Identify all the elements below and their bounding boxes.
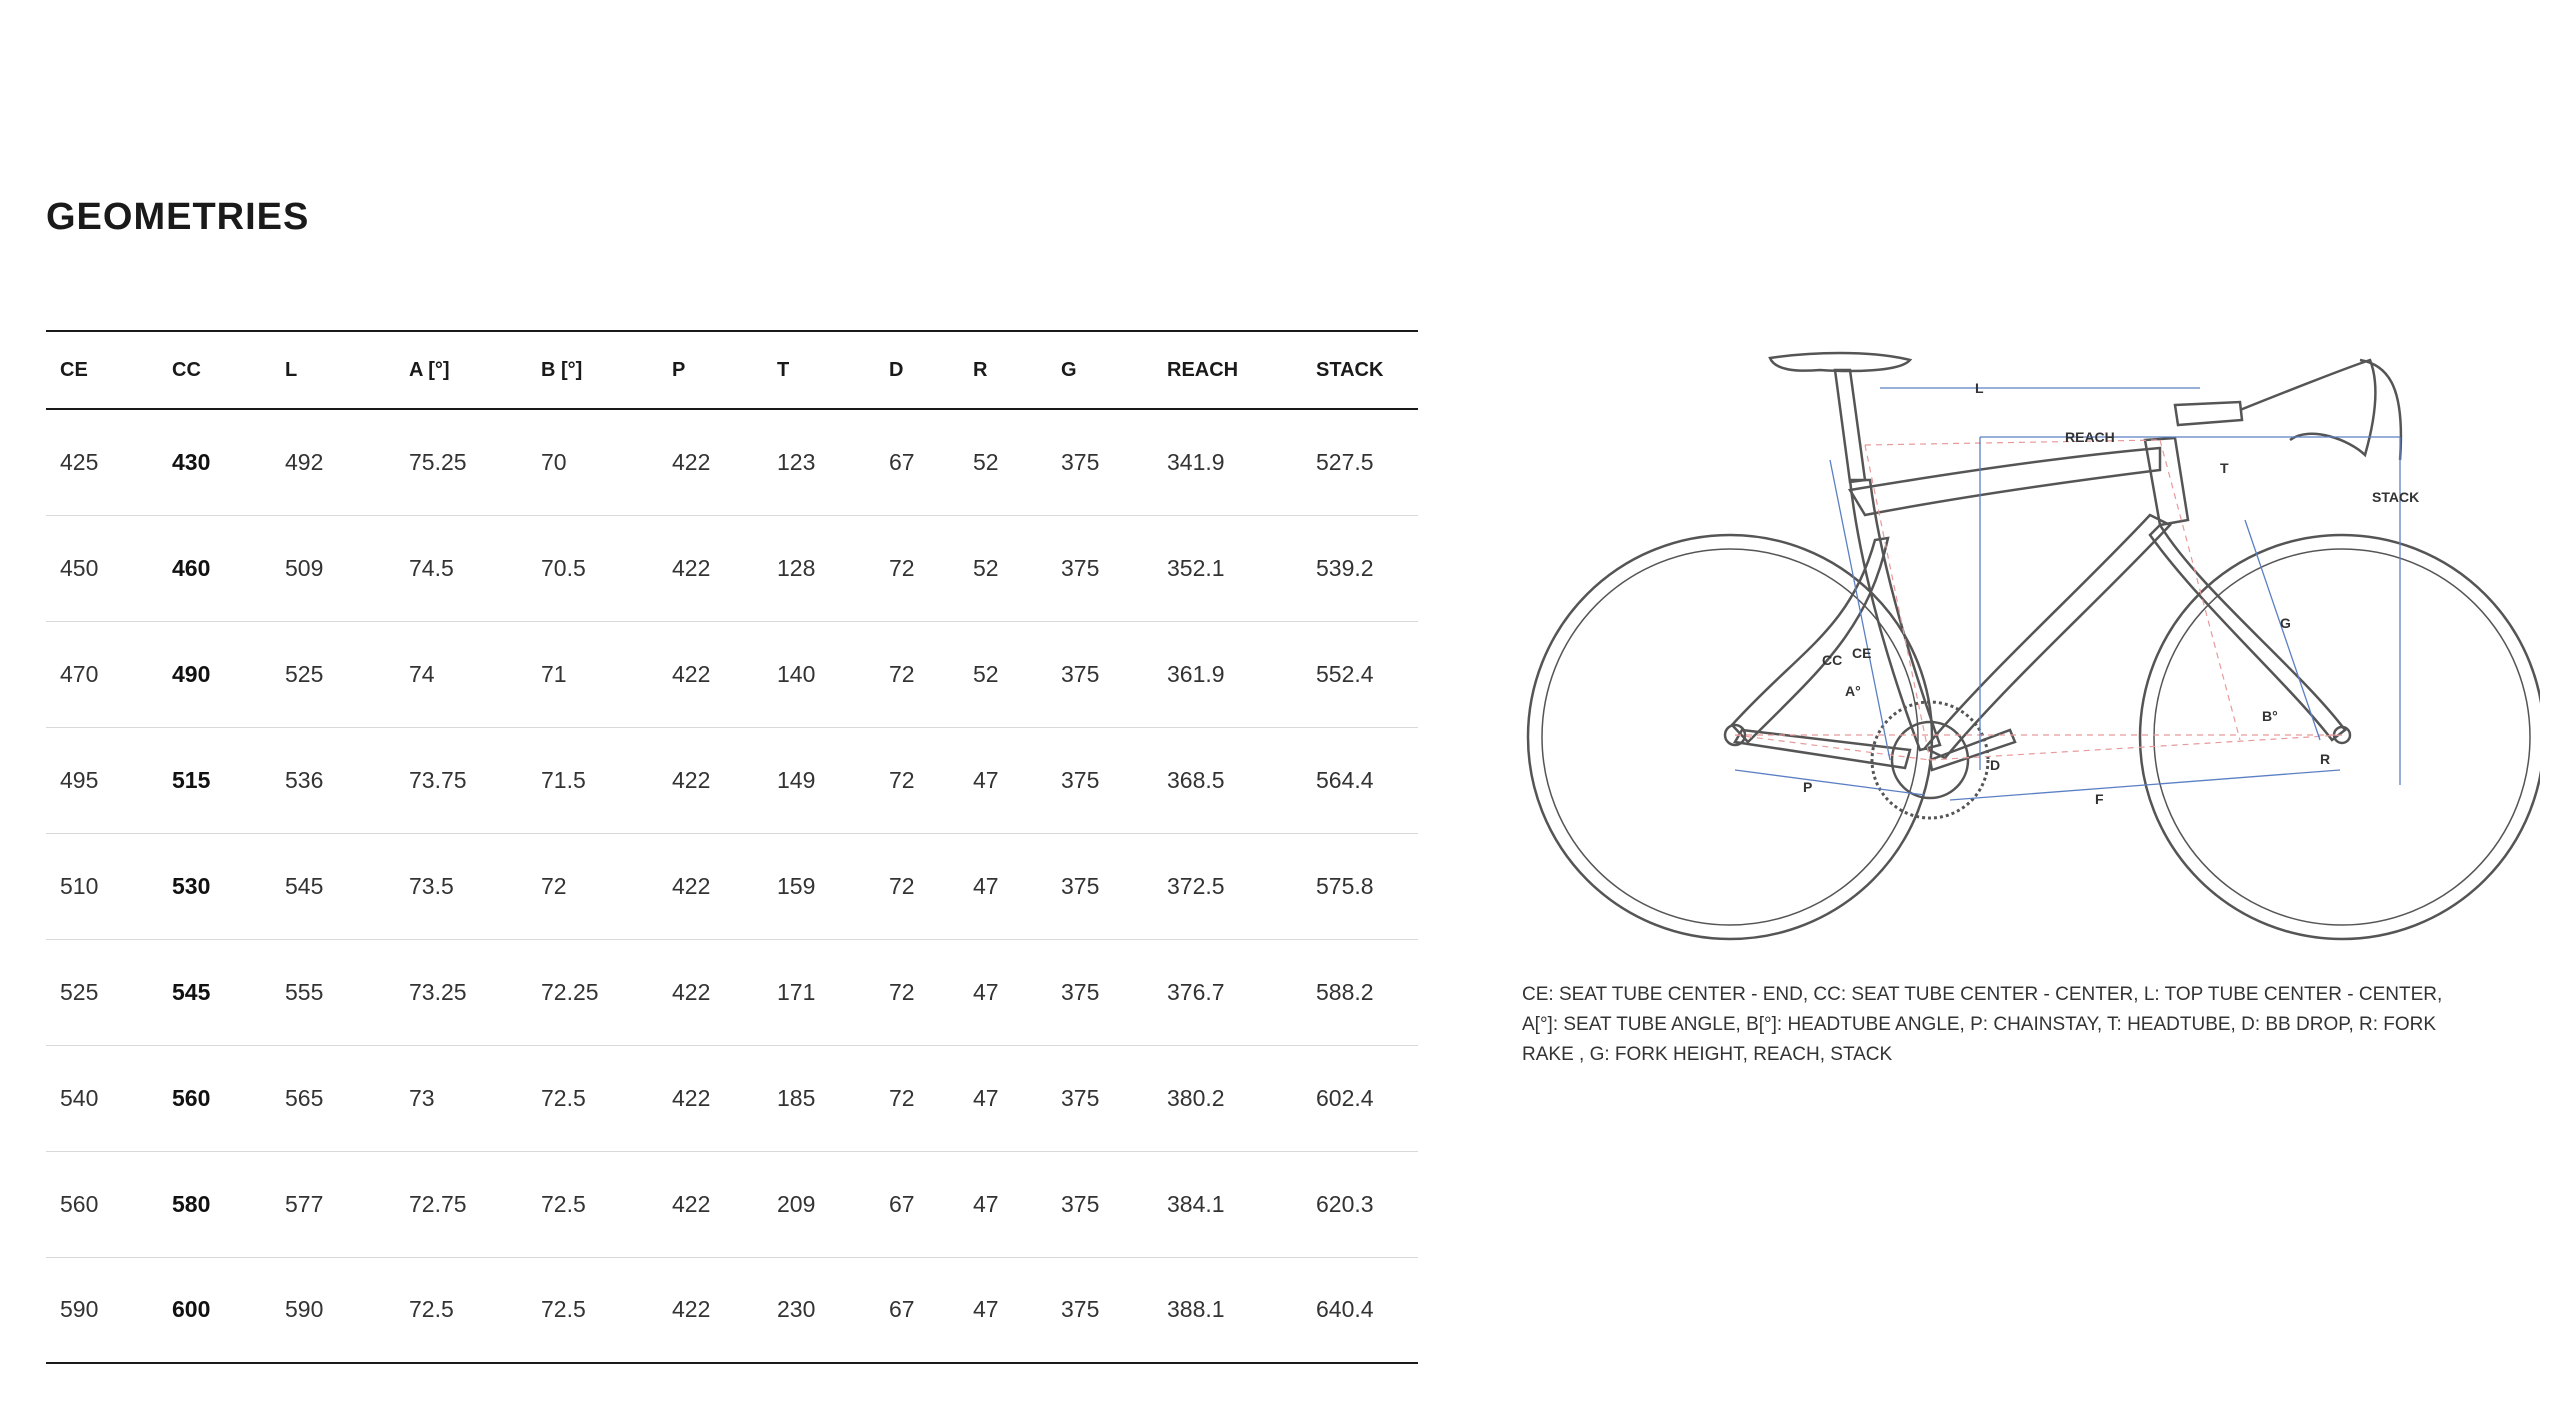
table-cell: 171: [777, 978, 816, 1005]
label-cc: CC: [1822, 652, 1843, 668]
table-cell: 71: [541, 660, 567, 687]
label-t: T: [2220, 460, 2229, 476]
table-cell: 72: [541, 872, 567, 899]
table-cell: 52: [973, 554, 999, 581]
table-cell: 380.2: [1167, 1084, 1225, 1111]
label-l: L: [1975, 380, 1984, 396]
table-cell: 560: [172, 1084, 211, 1111]
table-cell: 422: [672, 554, 711, 581]
table-cell: 425: [60, 448, 99, 475]
col-header-reach: REACH: [1167, 358, 1239, 381]
chainstay: [1735, 730, 1910, 768]
col-header-p: P: [672, 358, 686, 381]
table-cell: 422: [672, 448, 711, 475]
f-dimension: [1950, 770, 2340, 800]
table-cell: 375: [1061, 1296, 1100, 1323]
table-cell: 375: [1061, 766, 1100, 793]
table-cell: 230: [777, 1296, 816, 1323]
top-tube: [1850, 448, 2160, 515]
table-cell: 525: [60, 978, 99, 1005]
table-cell: 540: [60, 1084, 99, 1111]
label-b: B°: [2262, 708, 2278, 724]
table-cell: 67: [889, 1190, 915, 1217]
table-row: [46, 1151, 1418, 1257]
table-cell: 72: [889, 872, 915, 899]
crank-arm: [1930, 730, 2015, 770]
table-cell: 185: [777, 1084, 816, 1111]
table-row: [46, 1257, 1418, 1363]
table-cell: 70.5: [541, 554, 586, 581]
bike-frame-drawing: [1528, 353, 2540, 939]
head-tube: [2145, 438, 2188, 525]
table-cell: 67: [889, 448, 915, 475]
table-header-row: [46, 331, 1418, 409]
table-cell: 388.1: [1167, 1296, 1225, 1323]
col-header-a: A [°]: [409, 358, 450, 381]
label-reach: REACH: [2065, 429, 2115, 445]
table-cell: 510: [60, 872, 99, 899]
label-stack: STACK: [2372, 489, 2420, 505]
table-row: [46, 1045, 1418, 1151]
table-cell: 422: [672, 1296, 711, 1323]
table-cell: 72.5: [409, 1296, 454, 1323]
table-cell: 588.2: [1316, 978, 1374, 1005]
table-cell: 509: [285, 554, 324, 581]
table-cell: 75.25: [409, 448, 467, 475]
table-cell: 159: [777, 872, 816, 899]
table-row: [46, 515, 1418, 621]
geometry-guides: [1735, 440, 2342, 760]
table-cell: 422: [672, 872, 711, 899]
seatpost: [1835, 370, 1865, 482]
table-cell: 74: [409, 660, 435, 687]
table-cell: 600: [172, 1296, 211, 1323]
table-cell: 640.4: [1316, 1296, 1374, 1323]
seat-tube-axis: [1865, 445, 1930, 760]
table-cell: 73: [409, 1084, 435, 1111]
table-row: [46, 833, 1418, 939]
table-cell: 515: [172, 766, 211, 793]
table-cell: 375: [1061, 978, 1100, 1005]
table-cell: 47: [973, 1190, 999, 1217]
table-cell: 72: [889, 766, 915, 793]
table-cell: 149: [777, 766, 816, 793]
table-cell: 539.2: [1316, 554, 1374, 581]
table-cell: 527.5: [1316, 448, 1374, 475]
table-cell: 580: [172, 1190, 211, 1217]
table-cell: 375: [1061, 1084, 1100, 1111]
table-cell: 602.4: [1316, 1084, 1374, 1111]
label-f: F: [2095, 791, 2104, 807]
table-cell: 495: [60, 766, 99, 793]
table-cell: 560: [60, 1190, 99, 1217]
table-cell: 70: [541, 448, 567, 475]
table-cell: 209: [777, 1190, 816, 1217]
table-body: [46, 409, 1418, 1363]
table-cell: 384.1: [1167, 1190, 1225, 1217]
table-cell: 460: [172, 554, 211, 581]
table-cell: 564.4: [1316, 766, 1374, 793]
label-r: R: [2320, 751, 2331, 767]
table-cell: 47: [973, 1084, 999, 1111]
table-cell: 352.1: [1167, 554, 1225, 581]
col-header-l: L: [285, 358, 298, 381]
front-rim: [2154, 549, 2530, 925]
table-cell: 47: [973, 1296, 999, 1323]
geometry-legend: CE: SEAT TUBE CENTER - END, CC: SEAT TUBE CENTER - CENTER, L: TOP TUBE CENTER - CENTER, A[°]: SEAT TUBE ANGLE, B[°]: HEADTUBE ANGLE, P: CHAINSTAY, T: HEADTUBE, D: BB DROP, R: FORK RAKE , G: FORK HEIGHT, REACH, STACK: [1522, 984, 2443, 1065]
table-cell: 47: [973, 978, 999, 1005]
col-header-g: G: [1061, 358, 1077, 381]
table-cell: 422: [672, 660, 711, 687]
table-cell: 72.25: [541, 978, 599, 1005]
table-cell: 422: [672, 1190, 711, 1217]
saddle: [1770, 353, 1910, 371]
table-cell: 422: [672, 978, 711, 1005]
table-cell: 545: [172, 978, 211, 1005]
label-d: D: [1990, 757, 2001, 773]
table-cell: 72.75: [409, 1190, 467, 1217]
table-cell: 140: [777, 660, 816, 687]
col-header-r: R: [973, 358, 988, 381]
table-cell: 430: [172, 448, 211, 475]
geometry-table: [46, 330, 1418, 1364]
table-cell: 375: [1061, 448, 1100, 475]
p-dimension: [1735, 770, 1925, 795]
page-title: GEOMETRIES: [46, 196, 310, 238]
table-cell: 590: [60, 1296, 99, 1323]
col-header-t: T: [777, 358, 790, 381]
seat-tube: [1850, 480, 1940, 750]
table-cell: 123: [777, 448, 816, 475]
table-cell: 577: [285, 1190, 324, 1217]
table-cell: 530: [172, 872, 211, 899]
table-cell: 67: [889, 1296, 915, 1323]
table-cell: 52: [973, 660, 999, 687]
col-header-cc: CC: [172, 358, 201, 381]
label-g: G: [2280, 615, 2291, 631]
label-a: A°: [1845, 683, 1861, 699]
table-cell: 361.9: [1167, 660, 1225, 687]
table-row: [46, 939, 1418, 1045]
handlebar: [2240, 360, 2375, 455]
table-cell: 536: [285, 766, 324, 793]
label-ce: CE: [1852, 645, 1872, 661]
table-cell: 552.4: [1316, 660, 1374, 687]
table-cell: 545: [285, 872, 324, 899]
down-tube: [1925, 515, 2170, 758]
table-cell: 620.3: [1316, 1190, 1374, 1217]
stem: [2175, 402, 2242, 425]
table-cell: 555: [285, 978, 324, 1005]
table-cell: 341.9: [1167, 448, 1225, 475]
label-p: P: [1803, 779, 1813, 795]
col-header-b: B [°]: [541, 358, 583, 381]
table-cell: 375: [1061, 1190, 1100, 1217]
table-cell: 492: [285, 448, 324, 475]
table-cell: 575.8: [1316, 872, 1374, 899]
table-row: [46, 621, 1418, 727]
table-cell: 128: [777, 554, 816, 581]
table-cell: 73.25: [409, 978, 467, 1005]
top-tube-axis: [1865, 440, 2160, 445]
table-cell: 47: [973, 766, 999, 793]
table-cell: 73.75: [409, 766, 467, 793]
col-header-ce: CE: [60, 358, 88, 381]
dimension-lines: [1735, 388, 2400, 800]
table-cell: 72.5: [541, 1296, 586, 1323]
table-cell: 73.5: [409, 872, 454, 899]
table-cell: 74.5: [409, 554, 454, 581]
table-cell: 470: [60, 660, 99, 687]
table-cell: 422: [672, 766, 711, 793]
table-cell: 376.7: [1167, 978, 1225, 1005]
table-cell: 375: [1061, 660, 1100, 687]
table-cell: 372.5: [1167, 872, 1225, 899]
table-cell: 590: [285, 1296, 324, 1323]
bike-geometry-diagram: [1520, 330, 2540, 960]
steering-axis: [2160, 440, 2240, 740]
table-cell: 525: [285, 660, 324, 687]
col-header-d: D: [889, 358, 904, 381]
table-cell: 71.5: [541, 766, 586, 793]
table-cell: 72: [889, 660, 915, 687]
table-cell: 52: [973, 448, 999, 475]
table-cell: 422: [672, 1084, 711, 1111]
table-cell: 72.5: [541, 1190, 586, 1217]
brake-lever: [2360, 360, 2401, 460]
col-header-stack: STACK: [1316, 358, 1384, 381]
table-cell: 490: [172, 660, 211, 687]
table-cell: 368.5: [1167, 766, 1225, 793]
table-row: [46, 727, 1418, 833]
table-cell: 72: [889, 978, 915, 1005]
table-cell: 375: [1061, 872, 1100, 899]
table-cell: 565: [285, 1084, 324, 1111]
table-cell: 47: [973, 872, 999, 899]
rear-rim: [1542, 549, 1918, 925]
table-cell: 375: [1061, 554, 1100, 581]
table-cell: 72: [889, 554, 915, 581]
table-cell: 450: [60, 554, 99, 581]
table-cell: 72.5: [541, 1084, 586, 1111]
table-row: [46, 409, 1418, 515]
table-cell: 72: [889, 1084, 915, 1111]
